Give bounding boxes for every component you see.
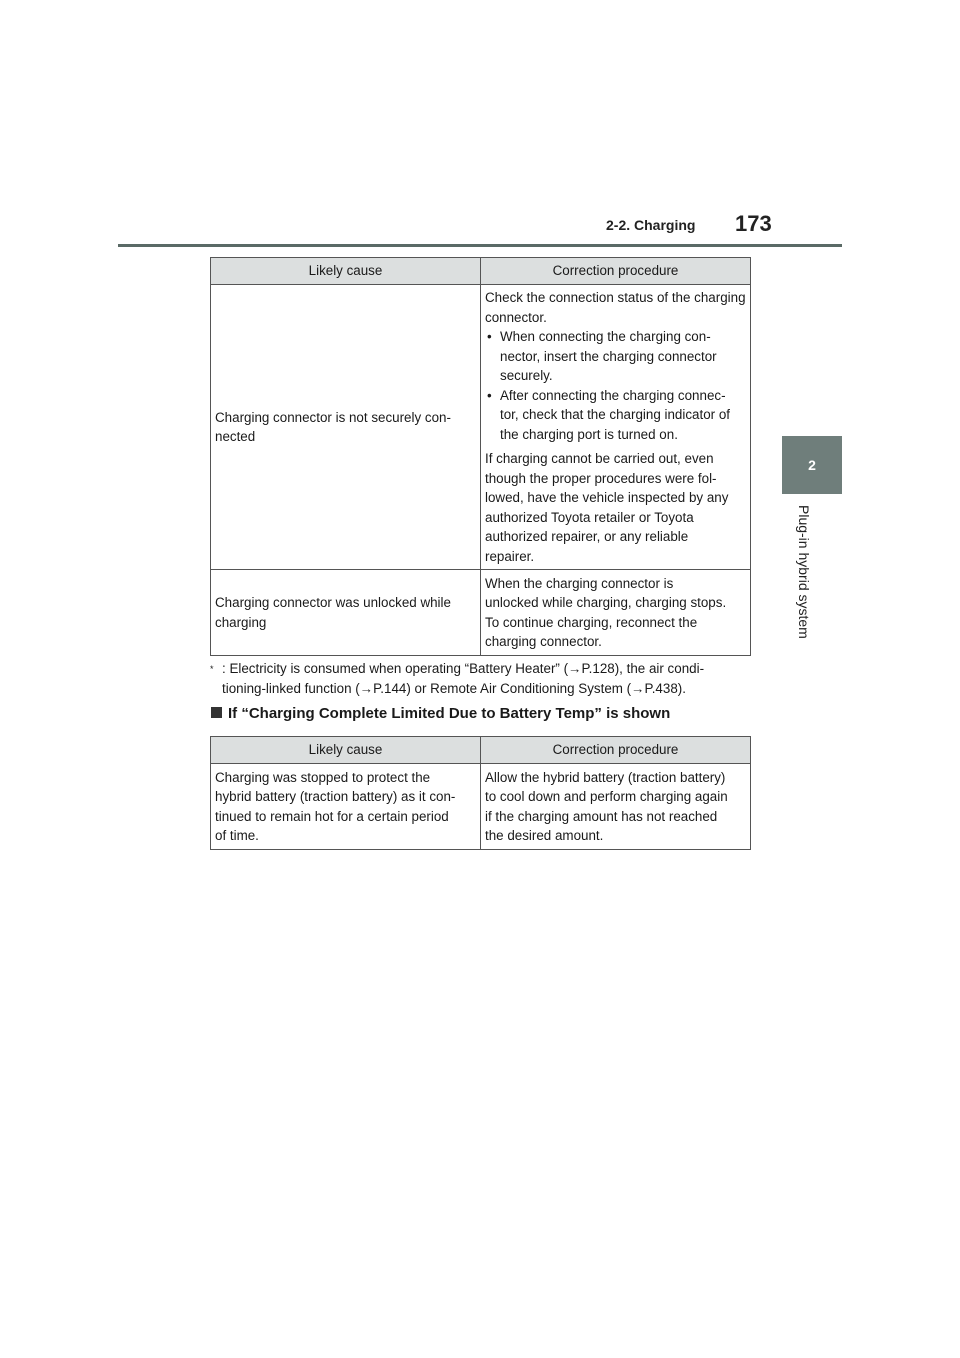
footnote-marker: *: [210, 664, 214, 674]
table-header-row: [211, 258, 751, 285]
column-header-likely-cause: Likely cause: [211, 737, 481, 764]
cause-text: Charging connector was unlocked while charging: [215, 595, 451, 630]
correction-cell: [481, 570, 751, 656]
cause-text: Charging was stopped to protect the hybrid battery (traction battery) as it con- tinued to remain hot for a certain period of time.: [215, 769, 456, 843]
likely-cause-cell: [211, 764, 481, 850]
bullet-icon: •: [487, 387, 492, 403]
table-header-row: [211, 737, 751, 764]
likely-cause-cell: [211, 570, 481, 656]
correction-text: Allow the hybrid battery (traction battery) to cool down and perform charging again if the charging amount has not reached the desired amount.: [485, 769, 728, 843]
correction-intro: Check the connection status of the charging connector.: [485, 290, 746, 325]
list-item: • When connecting the charging con- nector, insert the charging connector securely.: [487, 329, 717, 383]
square-bullet-icon: [211, 707, 222, 718]
footnote: [210, 659, 755, 699]
chapter-tab: 2: [782, 436, 842, 494]
column-header-likely-cause: Likely cause: [211, 258, 481, 285]
troubleshooting-table: [210, 257, 751, 656]
header-divider: [118, 244, 842, 247]
correction-cell: [481, 764, 751, 850]
column-header-correction: Correction procedure: [481, 737, 751, 764]
footnote-text: : Electricity is consumed when operating “Battery Heater” (→P.128), the air condi- tioning-linked function (→P.144) or Remote Air Conditioning System (→P.438).: [222, 661, 705, 696]
bullet-icon: •: [487, 329, 492, 344]
section-heading: If “Charging Complete Limited Due to Battery Temp” is shown: [211, 705, 670, 722]
correction-text: When the charging connector is unlocked while charging, charging stops. To continue charging, reconnect the charging connector.: [485, 575, 727, 649]
correction-note: If charging cannot be carried out, even though the proper procedures were fol- lowed, have the vehicle inspected by any authorized Toyota retailer or Toyota authorized repairer, or any reliable repairer.: [485, 451, 729, 564]
table-row: [211, 764, 751, 850]
header-section-title: 2-2. Charging: [606, 217, 696, 233]
troubleshooting-table-battery-temp: [210, 736, 751, 850]
chapter-label: Plug-in hybrid system: [796, 505, 812, 639]
cause-text: Charging connector is not securely con- nected: [215, 409, 451, 444]
table-row: [211, 570, 751, 656]
list-item: • After connecting the charging connec- tor, check that the charging indicator of the charging port is turned on.: [487, 387, 731, 442]
likely-cause-cell: [211, 285, 481, 570]
correction-bullet-list: [485, 327, 746, 444]
column-header-correction: Correction procedure: [481, 258, 751, 285]
page-number: 173: [735, 211, 772, 236]
table-row: [211, 285, 751, 570]
correction-cell: [481, 285, 751, 570]
